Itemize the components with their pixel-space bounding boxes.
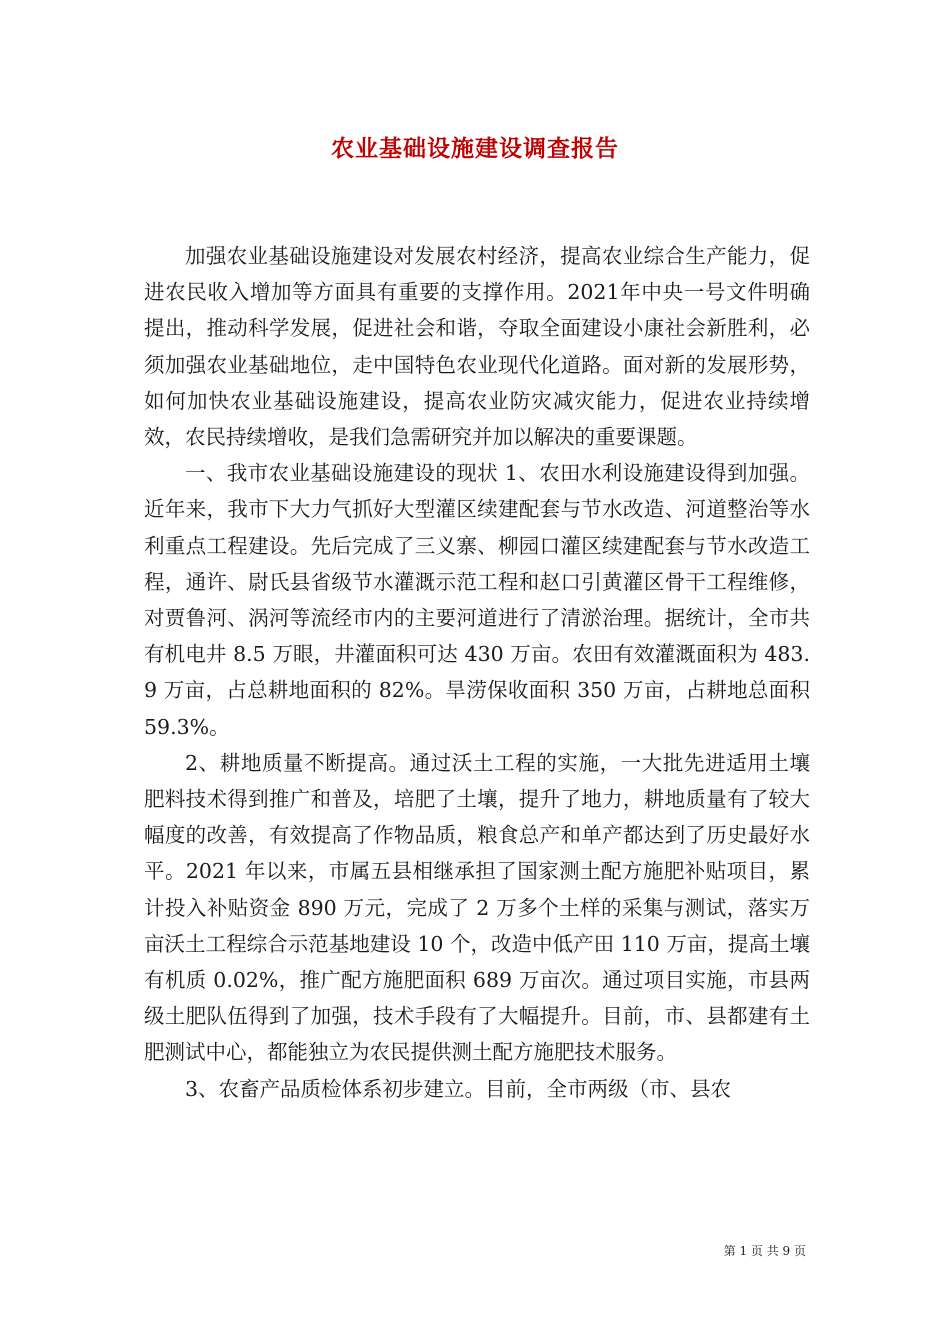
document-title: 农业基础设施建设调查报告 (331, 135, 619, 162)
paragraph-soil-quality: 2、耕地质量不断提高。通过沃土工程的实施，一大批先进适用土壤肥料技术得到推广和普及，培肥了土壤，提升了地力，耕地质量有了较大幅度的改善，有效提高了作物品质，粮食总产和单产都达到了历史最好水平。2021 年以来，市属五县相继承担了国家测土配方施肥补贴项目，累计投入补贴资金 890 万元，完成了 2 万多个土样的采集与测试，落实万亩沃土工程综合示范基地建设 10 个，改造中低产田 110 万亩，提高土壤有机质 0.02%，推广配方施肥面积 689 万亩次。通过项目实施，市县两级土肥队伍得到了加强，技术手段有了大幅提升。目前，市、县都建有土肥测试中心，都能独立为农民提供测土配方施肥技术服务。 (144, 750, 810, 1065)
paragraph-intro: 加强农业基础设施建设对发展农村经济，提高农业综合生产能力，促进农民收入增加等方面具有重要的支撑作用。2021年中央一号文件明确提出，推动科学发展，促进社会和谐，夺取全面建设小康社会新胜利，必须加强农业基础地位，走中国特色农业现代化道路。面对新的发展形势，如何加快农业基础设施建设，提高农业防灾减灾能力，促进农业持续增效，农民持续增收，是我们急需研究并加以解决的重要课题。 (144, 244, 810, 450)
page-number-footer: 第 1 页 共 9 页 (723, 1244, 806, 1258)
document-body (144, 238, 810, 1107)
paragraph-quality-inspection: 3、农畜产品质检体系初步建立。目前，全市两级（市、县农 (185, 1076, 732, 1101)
paragraph-irrigation: 一、我市农业基础设施建设的现状 1、农田水利设施建设得到加强。近年来，我市下大力气抓好大型灌区续建配套与节水改造、河道整治等水利重点工程建设。先后完成了三义寨、柳园口灌区续建配套与节水改造工程，通许、尉氏县省级节水灌溉示范工程和赵口引黄灌区骨干工程维修，对贾鲁河、涡河等流经市内的主要河道进行了清淤治理。据统计，全市共有机电井 8.5 万眼，井灌面积可达 430 万亩。农田有效灌溉面积为 483.9 万亩，占总耕地面积的 82%。旱涝保收面积 350 万亩，占耕地总面积 59.3%。 (144, 461, 810, 739)
